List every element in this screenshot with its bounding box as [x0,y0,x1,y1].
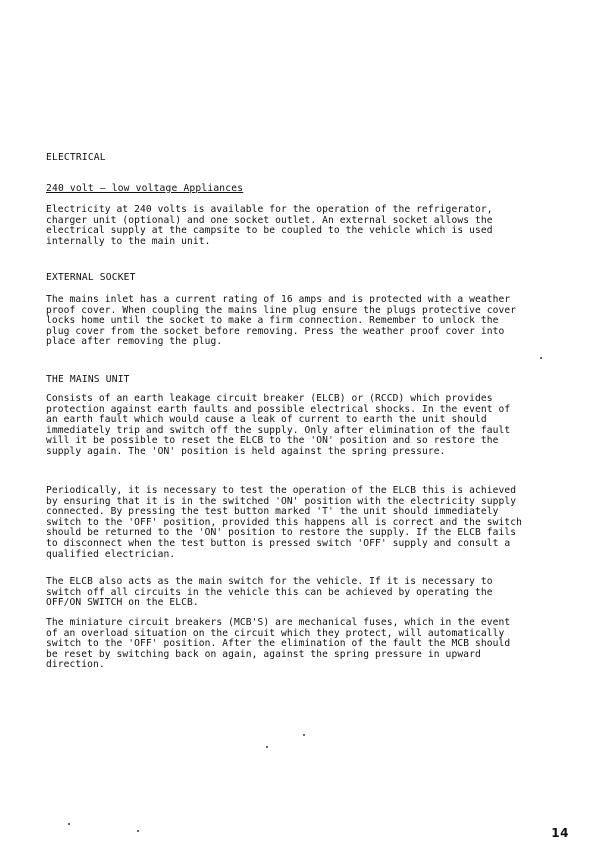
mains-unit-paragraph-4: The miniature circuit breakers (MCB'S) are mechanical fuses, which in the event of an overload situation on the circuit which they protect, will automatically switch to the 'OFF' position. After the elimination of the fault the MCB should be reset by switching back on again, against the spring pressure in upward direction. [46,617,511,671]
mains-unit-paragraph-3: The ELCB also acts as the main switch for the vehicle. If it is necessary to switch off all circuits in the vehicle this can be achieved by operating the OFF/ON SWITCH on the ELCB. [46,576,493,609]
subsection-title: 240 volt – low voltage Appliances [46,183,244,194]
section-title: ELECTRICAL [46,152,106,163]
scan-speck [137,830,139,832]
mains-unit-heading: THE MAINS UNIT [46,374,130,385]
scan-speck [540,357,542,359]
page-number: 14 [551,826,569,840]
scan-speck [68,823,70,825]
mains-unit-paragraph-1: Consists of an earth leakage circuit breaker (ELCB) or (RCCD) which provides protection against earth faults and possible electrical shocks. In the event of an earth fault which would cause a leak of current to earth the unit should immediately trip and switch off the supply. Only after elimination of the fault will it be possible to reset the ELCB to the 'ON' position and so restore the supply again. The 'ON' position is held against the spring pressure. [46,393,511,457]
mains-unit-paragraph-2: Periodically, it is necessary to test the operation of the ELCB this is achieved by ensuring that it is in the switched 'ON' position with the electricity supply connected. By pressing the test button marked 'T' the unit should immediately switch to the 'OFF' position, provided this happens all is correct and the switch should be returned to the 'ON' position to restore the supply. If the ELCB fails to disconnect when the test button is pressed switch 'OFF' supply and consult a qualified electrician. [46,485,522,560]
external-socket-paragraph: The mains inlet has a current rating of 16 amps and is protected with a weather proof cover. When coupling the mains line plug ensure the plugs protective cover locks home until the socket to make a firm connection. Remember to unlock the plug cover from the socket before removing. Press the weather proof cover into place after removing the plug. [46,294,517,348]
external-socket-heading: EXTERNAL SOCKET [46,272,136,283]
intro-paragraph: Electricity at 240 volts is available for the operation of the refrigerator, charger unit (optional) and one socket outlet. An external socket allows the electrical supply at the campsite to be coupled to the vehicle which is used internally to the main unit. [46,204,493,247]
scan-speck [303,734,305,736]
scan-speck [266,746,268,748]
